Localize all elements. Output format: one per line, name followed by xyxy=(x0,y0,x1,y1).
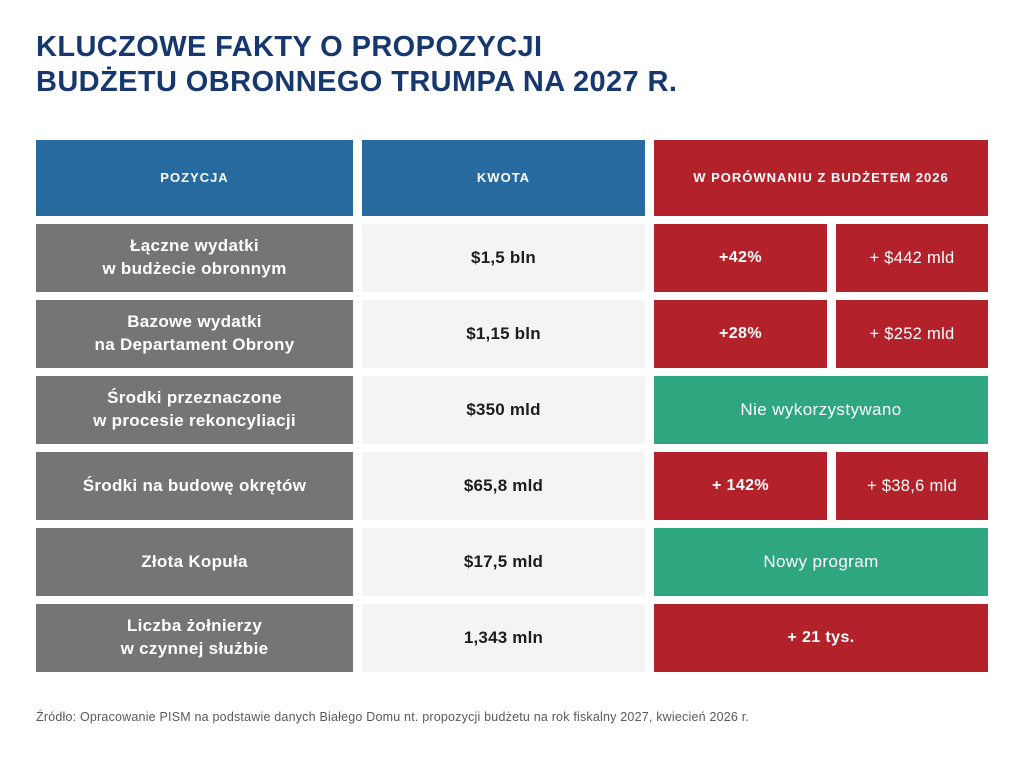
page-title-line2: BUDŻETU OBRONNEGO TRUMPA NA 2027 R. xyxy=(36,65,678,98)
header-cell-kwota xyxy=(362,140,645,216)
percent-cell xyxy=(654,224,827,292)
item-label: Środki przeznaczone xyxy=(107,388,282,408)
amount-cell xyxy=(362,528,645,596)
page-title xyxy=(36,30,677,100)
budget-facts-table xyxy=(36,140,988,672)
item-label: na Departament Obrony xyxy=(94,335,295,354)
item-label: Środki na budowę okrętów xyxy=(82,475,307,495)
table-row-total-spending xyxy=(36,224,988,292)
table-row-reconciliation xyxy=(36,376,988,444)
item-cell xyxy=(36,224,353,292)
amount-cell xyxy=(362,376,645,444)
header-cell-pozycja xyxy=(36,140,353,216)
delta-value: + $38,6 mld xyxy=(867,476,957,495)
item-label: Bazowe wydatki xyxy=(127,312,262,332)
percent-cell xyxy=(654,300,827,368)
item-label: Łączne wydatki xyxy=(130,236,259,256)
item-cell xyxy=(36,528,353,596)
note-value: Nowy program xyxy=(763,551,879,571)
delta-cell xyxy=(836,224,988,292)
comparison-bold-cell xyxy=(654,604,988,672)
amount-cell xyxy=(362,300,645,368)
comparison-cell xyxy=(654,452,988,520)
comparison-note-cell xyxy=(654,376,988,444)
delta-value: + $442 mld xyxy=(869,248,955,267)
table-row-troops xyxy=(36,604,988,672)
amount-value: $65,8 mld xyxy=(463,475,544,495)
item-label: Liczba żołnierzy xyxy=(126,616,263,636)
note-value: Nie wykorzystywano xyxy=(740,399,902,419)
item-cell xyxy=(36,300,353,368)
amount-value: $350 mld xyxy=(466,399,541,419)
comparison-cell xyxy=(654,300,988,368)
table-row-base-spending xyxy=(36,300,988,368)
amount-value: $1,5 bln xyxy=(471,247,536,267)
amount-value: $1,15 bln xyxy=(466,323,541,343)
item-label: w czynnej służbie xyxy=(120,639,269,658)
delta-cell xyxy=(836,452,988,520)
amount-value: 1,343 mln xyxy=(463,627,544,647)
item-cell xyxy=(36,376,353,444)
percent-cell xyxy=(654,452,827,520)
table-row-golden-dome xyxy=(36,528,988,596)
source-note: Źródło: Opracowanie PISM na podstawie danych Białego Domu nt. propozycji budżetu na rok fiskalny 2027, kwiecień 2026 r. xyxy=(36,710,750,724)
header-label-pozycja: POZYCJA xyxy=(160,170,229,186)
table-header-row xyxy=(36,140,988,216)
page-title-line1: KLUCZOWE FAKTY O PROPOZYCJI xyxy=(36,31,543,63)
percent-value: + 142% xyxy=(711,477,770,495)
item-label: w procesie rekoncyliacji xyxy=(93,411,296,430)
amount-cell xyxy=(362,452,645,520)
header-label-kwota: KWOTA xyxy=(476,170,531,186)
amount-value: $17,5 mld xyxy=(463,551,544,571)
header-cell-comparison xyxy=(654,140,988,216)
table-row-shipbuilding xyxy=(36,452,988,520)
item-label: Złota Kopuła xyxy=(141,551,248,571)
comparison-cell xyxy=(654,224,988,292)
delta-cell xyxy=(836,300,988,368)
delta-value: + $252 mld xyxy=(869,324,955,343)
comparison-note-cell xyxy=(654,528,988,596)
amount-cell xyxy=(362,604,645,672)
percent-value: +42% xyxy=(719,249,762,267)
item-cell xyxy=(36,452,353,520)
delta-value: + 21 tys. xyxy=(787,629,855,647)
header-label-comparison: W PORÓWNANIU Z BUDŻETEM 2026 xyxy=(693,170,949,186)
item-cell xyxy=(36,604,353,672)
percent-value: +28% xyxy=(719,325,762,343)
amount-cell xyxy=(362,224,645,292)
item-label: w budżecie obronnym xyxy=(102,259,287,278)
